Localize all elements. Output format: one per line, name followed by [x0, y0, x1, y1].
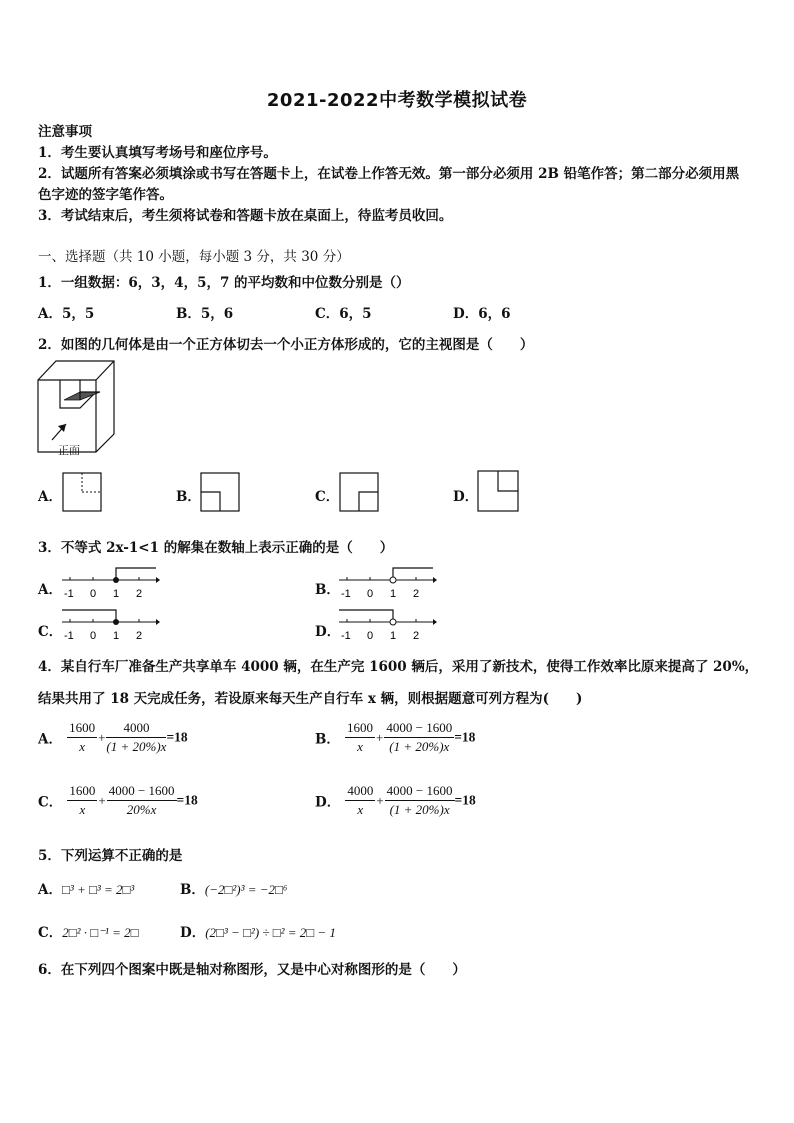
- number-line-a: [60, 565, 160, 601]
- question-4-option-c[interactable]: C． $\frac{1600}{x}$ + $\frac{4000 - 1600}{20\%x}$ =18: [38, 783, 198, 817]
- option-d-view-figure: [477, 470, 519, 512]
- tick-label: 1: [113, 588, 120, 600]
- question-1-stem: 1．一组数据：6，3，4，5，7 的平均数和中位数分别是（）: [38, 275, 410, 291]
- notice-heading: 注意事项: [38, 124, 92, 140]
- question-3-option-c[interactable]: C．: [38, 624, 63, 640]
- tick-label: 2: [413, 630, 420, 642]
- question-4-option-a[interactable]: A． $\frac{1600}{x}$ + $\frac{4000}{(1 + 20\%)x}$ =18: [38, 720, 188, 754]
- option-letter: A．: [38, 882, 62, 898]
- notice-item-2: 2．试题所有答案必须填涂或书写在答题卡上，在试卷上作答无效。第一部分必须用 2B 铅笔作答；第二部分必须用黑: [38, 166, 740, 182]
- question-1-option-b[interactable]: B．5，6: [176, 306, 234, 322]
- question-3-option-b[interactable]: B．: [315, 582, 340, 598]
- question-5-option-c[interactable]: [38, 921, 139, 941]
- tick-label: -1: [64, 588, 74, 600]
- question-1-option-a[interactable]: A．5，5: [38, 306, 95, 322]
- question-1-option-c[interactable]: C．6，5: [315, 306, 372, 322]
- tick-label: 1: [113, 630, 120, 642]
- question-4-option-d[interactable]: D． $\frac{4000}{x}$ + $\frac{4000 - 1600}{(1 + 20\%)x}$ =18: [315, 783, 476, 817]
- question-4-stem: 4．某自行车厂准备生产共享单车 4000 辆，在生产完 1600 辆后，采用了新技术，使得工作效率比原来提高了 20%，: [38, 659, 759, 675]
- option-letter: B．: [315, 731, 340, 748]
- question-3-option-a[interactable]: A．: [38, 582, 62, 598]
- question-2-option-c[interactable]: C．: [315, 489, 340, 505]
- question-2-option-a[interactable]: A．: [38, 489, 62, 505]
- front-label: 正面: [58, 444, 80, 457]
- tick-label: 0: [367, 630, 374, 642]
- math-expression: (2□³ − □²) ÷ □² = 2□ − 1: [205, 925, 336, 940]
- fraction: $\frac{4000}{x}$: [347, 783, 374, 817]
- math-expression: (−2□²)³ = −2□⁶: [204, 882, 288, 897]
- option-b-view-figure: [200, 472, 240, 512]
- page-title: 2021-2022中考数学模拟试卷: [266, 90, 528, 111]
- number-line-b: [337, 565, 437, 601]
- tick-label: 0: [367, 588, 374, 600]
- fraction: $\frac{4000 - 1600}{20\%x}$: [108, 783, 175, 817]
- fraction: $\frac{4000 - 1600}{(1 + 20\%)x}$: [386, 783, 453, 817]
- tick-label: 2: [136, 588, 143, 600]
- question-2-option-d[interactable]: D．: [453, 489, 479, 505]
- section-heading: 一、选择题（共 10 小题，每小题 3 分，共 30 分）: [38, 249, 350, 265]
- tick-label: -1: [341, 588, 351, 600]
- tick-label: 2: [136, 630, 143, 642]
- question-3-stem: 3．不等式 2x-1<1 的解集在数轴上表示正确的是（ ）: [38, 540, 394, 556]
- question-4-option-b[interactable]: B． $\frac{1600}{x}$ + $\frac{4000 - 1600}{(1 + 20\%)x}$ =18: [315, 720, 476, 754]
- math-expression: □³ + □³ = 2□³: [61, 882, 135, 897]
- fraction: $\frac{1600}{x}$: [69, 783, 96, 817]
- option-a-view-figure: [62, 472, 102, 512]
- tick-label: -1: [64, 630, 74, 642]
- tick-label: 0: [90, 588, 97, 600]
- fraction: $\frac{4000 - 1600}{(1 + 20\%)x}$: [386, 720, 453, 754]
- option-letter: D．: [180, 925, 206, 941]
- option-letter: B．: [180, 882, 205, 898]
- question-4-stem-cont: 结果共用了 18 天完成任务，若设原来每天生产自行车 x 辆，则根据题意可列方程为( ): [38, 691, 583, 707]
- notice-item-1: 1．考生要认真填写考场号和座位序号。: [38, 145, 277, 161]
- tick-label: 2: [413, 588, 420, 600]
- question-5-option-a[interactable]: [38, 878, 134, 898]
- option-letter: D．: [315, 794, 341, 811]
- question-2-stem: 2．如图的几何体是由一个正方体切去一个小正方体形成的，它的主视图是（ ）: [38, 337, 534, 353]
- notice-item-3: 3．考试结束后，考生须将试卷和答题卡放在桌面上，待监考员收回。: [38, 208, 453, 224]
- fraction: $\frac{1600}{x}$: [347, 720, 374, 754]
- question-3-option-d[interactable]: D．: [315, 624, 341, 640]
- fraction: $\frac{1600}{x}$: [69, 720, 96, 754]
- math-expression: 2□² · □⁻¹ = 2□: [62, 925, 139, 940]
- tick-label: -1: [341, 630, 351, 642]
- notice-item-2-cont: 色字迹的签字笔作答。: [38, 187, 173, 203]
- question-5-stem: 5．下列运算不正确的是: [38, 848, 183, 864]
- tick-label: 1: [390, 588, 397, 600]
- tick-label: 0: [90, 630, 97, 642]
- option-letter: C．: [38, 794, 63, 811]
- option-letter: A．: [38, 731, 62, 748]
- number-line-c: [60, 607, 160, 643]
- question-5-option-b[interactable]: [180, 878, 287, 898]
- tick-label: 1: [390, 630, 397, 642]
- fraction: $\frac{4000}{(1 + 20\%)x}$: [106, 720, 167, 754]
- question-1-option-d[interactable]: D．6，6: [453, 306, 511, 322]
- question-5-option-d[interactable]: [180, 921, 336, 941]
- question-6-stem: 6．在下列四个图案中既是轴对称图形，又是中心对称图形的是（ ）: [38, 962, 466, 978]
- option-c-view-figure: [339, 472, 379, 512]
- question-2-option-b[interactable]: B．: [176, 489, 201, 505]
- option-letter: C．: [38, 925, 63, 941]
- number-line-d: [337, 607, 437, 643]
